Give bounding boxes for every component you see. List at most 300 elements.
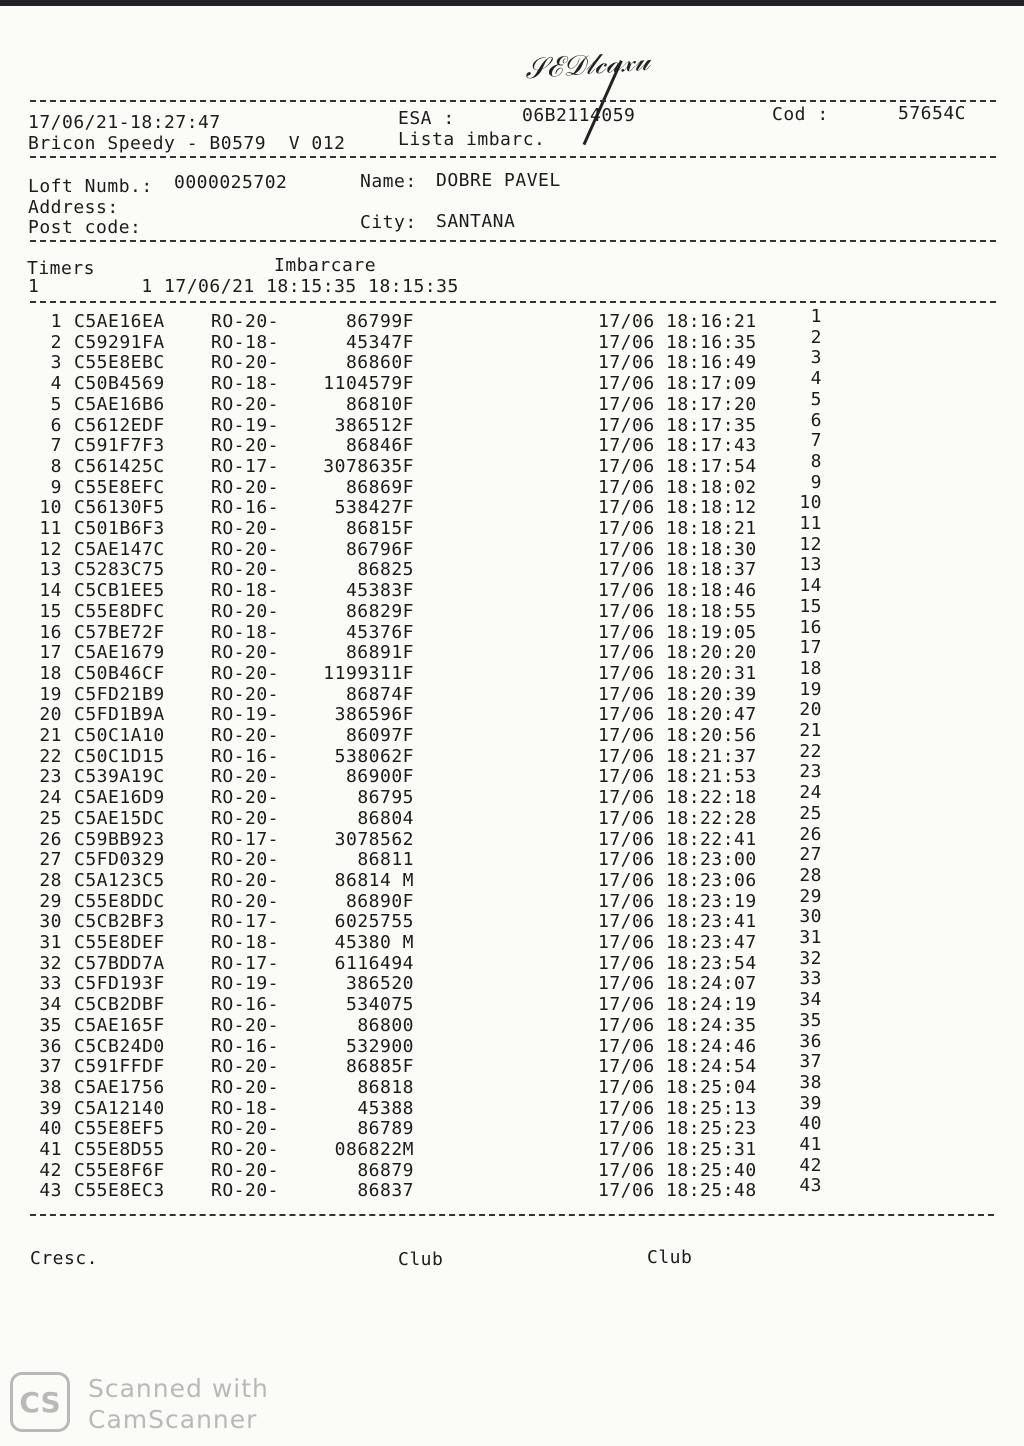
chip-id: C539A19C	[74, 766, 165, 788]
table-row	[0, 430, 1024, 457]
rank: 20	[799, 699, 822, 721]
table-row	[0, 1113, 1024, 1140]
table-row	[0, 533, 1024, 561]
rank: 23	[799, 761, 822, 783]
ring-prefix: RO-17-	[211, 911, 280, 933]
ring-number: 86795	[357, 787, 414, 809]
ring-number: 86825	[357, 559, 414, 581]
chip-id: C501B6F3	[74, 518, 165, 539]
ring-prefix: RO-20-	[211, 1139, 280, 1160]
arrival-date: 17/06	[598, 787, 655, 809]
ring-number: 6025755	[334, 911, 414, 933]
ring-prefix: RO-20-	[211, 311, 280, 332]
table-row	[0, 989, 1024, 1016]
row-number: 11	[39, 518, 62, 539]
row-number: 1	[50, 311, 62, 332]
rank: 37	[799, 1051, 822, 1073]
row-number: 16	[39, 621, 62, 643]
table-row	[0, 326, 1024, 354]
chip-id: C50B46CF	[74, 662, 165, 684]
ring-number: 538427F	[334, 497, 414, 519]
arrival-time: 18:23:54	[666, 952, 757, 974]
table-row	[0, 906, 1024, 933]
arrival-datetime	[598, 974, 757, 994]
row-number: 14	[39, 580, 62, 602]
timer-line: 1 1 17/06/21 18:15:35 18:15:35	[28, 276, 459, 297]
ring-number: 86811	[357, 849, 414, 871]
timers-title: Timers	[27, 258, 96, 279]
ring-prefix: RO-20-	[211, 787, 280, 809]
arrival-date: 17/06	[598, 1035, 655, 1057]
arrival-datetime	[598, 726, 757, 746]
table-row	[0, 1051, 1024, 1078]
arrival-date: 17/06	[598, 994, 655, 1016]
row-number: 2	[50, 331, 62, 353]
chip-id: C55E8EFC	[74, 476, 165, 498]
arrival-time: 18:22:28	[666, 807, 757, 829]
chip-id: C561425C	[74, 455, 165, 477]
chip-id: C50C1A10	[74, 725, 165, 746]
ring-number: 86804	[357, 807, 414, 829]
arrival-datetime	[598, 1140, 757, 1160]
table-row	[0, 968, 1024, 995]
arrival-date: 17/06	[598, 476, 655, 498]
rank: 8	[810, 450, 822, 472]
list-title: Lista imbarc.	[398, 129, 546, 150]
ring-number: 538062F	[334, 745, 414, 767]
ring-number: 3078635F	[323, 455, 414, 477]
row-number: 6	[50, 414, 62, 436]
handwritten-signature: 𝒮ℰ𝒟𝓁𝒸𝒶𝓍𝓊	[523, 43, 651, 86]
rank: 26	[799, 823, 822, 845]
ring-prefix: RO-18-	[211, 932, 280, 953]
rank: 13	[799, 554, 822, 576]
table-row	[0, 927, 1024, 954]
ring-number: 386512F	[334, 414, 414, 436]
chip-id: C5CB2BF3	[74, 911, 165, 933]
arrival-datetime	[598, 685, 757, 705]
table-row	[0, 864, 1024, 892]
arrival-datetime	[598, 353, 757, 373]
table-row	[0, 616, 1024, 644]
table-row	[0, 761, 1024, 788]
arrival-time: 18:18:55	[666, 600, 757, 622]
ring-number: 45376F	[345, 621, 414, 643]
city-value: SANTANA	[436, 211, 516, 232]
row-number: 24	[39, 787, 62, 809]
arrival-time: 18:18:30	[666, 538, 757, 560]
table-row	[0, 885, 1024, 913]
rank: 39	[799, 1092, 822, 1114]
ring-prefix: RO-17-	[211, 828, 280, 850]
arrival-time: 18:25:40	[666, 1159, 757, 1181]
arrival-datetime	[598, 312, 757, 332]
arrival-time: 18:24:54	[666, 1056, 757, 1078]
cod-value: 57654C	[898, 103, 967, 124]
ring-prefix: RO-17-	[211, 455, 280, 477]
rank: 6	[810, 409, 822, 431]
ring-number: 534075	[345, 994, 414, 1016]
arrival-time: 18:16:21	[666, 311, 757, 332]
arrival-time: 18:16:35	[666, 331, 757, 353]
row-number: 42	[39, 1159, 62, 1181]
arrival-datetime	[598, 1181, 757, 1201]
rank: 24	[799, 782, 822, 804]
row-number: 38	[39, 1076, 62, 1098]
arrival-time: 18:17:09	[666, 373, 757, 395]
chip-id: C5AE1679	[74, 642, 165, 664]
arrival-datetime	[598, 871, 757, 891]
arrival-date: 17/06	[598, 766, 655, 788]
report-datetime: 17/06/21-18:27:47	[28, 112, 221, 133]
arrival-date: 17/06	[598, 1118, 655, 1140]
table-row	[0, 740, 1024, 768]
arrival-datetime	[598, 830, 757, 850]
arrival-date: 17/06	[598, 311, 655, 332]
row-number: 18	[39, 662, 62, 684]
arrival-datetime	[598, 954, 757, 974]
chip-id: C5AE165F	[74, 1014, 165, 1036]
rank: 42	[799, 1154, 822, 1176]
table-row	[0, 1134, 1024, 1161]
arrival-date: 17/06	[598, 932, 655, 953]
row-number: 22	[39, 745, 62, 767]
rank: 38	[799, 1071, 822, 1093]
rank: 22	[799, 740, 822, 762]
arrival-datetime	[598, 643, 757, 663]
rank: 34	[799, 989, 822, 1011]
row-number: 17	[39, 642, 62, 664]
city-label: City:	[360, 212, 417, 233]
ring-number: 86818	[357, 1076, 414, 1098]
ring-prefix: RO-18-	[211, 621, 280, 643]
ring-prefix: RO-20-	[211, 662, 280, 684]
arrival-date: 17/06	[598, 373, 655, 395]
ring-number: 86846F	[345, 435, 414, 457]
chip-id: C5FD1B9A	[74, 704, 165, 726]
arrival-time: 18:24:07	[666, 973, 757, 995]
arrival-date: 17/06	[598, 352, 655, 374]
loft-number-label: Loft Numb.:	[28, 176, 153, 197]
chip-id: C5AE16B6	[74, 393, 165, 415]
arrival-date: 17/06	[598, 1056, 655, 1078]
ring-number: 386596F	[334, 704, 414, 726]
arrival-date: 17/06	[598, 683, 655, 705]
camscanner-logo-icon: CS	[10, 1372, 70, 1432]
arrival-datetime	[598, 1099, 757, 1119]
ring-number: 86800	[357, 1014, 414, 1036]
chip-id: C55E8F6F	[74, 1159, 165, 1181]
watermark-line-1: Scanned with	[88, 1374, 269, 1403]
arrival-datetime	[598, 478, 757, 498]
ring-prefix: RO-20-	[211, 600, 280, 622]
chip-id: C59BB923	[74, 828, 165, 850]
arrival-datetime	[598, 416, 757, 436]
ring-prefix: RO-20-	[211, 538, 280, 560]
arrival-date: 17/06	[598, 642, 655, 664]
arrival-datetime	[598, 540, 757, 560]
rank: 21	[799, 720, 822, 741]
chip-id: C5AE16D9	[74, 787, 165, 809]
arrival-date: 17/06	[598, 662, 655, 684]
row-number: 29	[39, 890, 62, 912]
row-number: 36	[39, 1035, 62, 1057]
table-row	[0, 347, 1024, 374]
arrival-datetime	[598, 1119, 757, 1139]
ring-number: 86097F	[345, 725, 414, 746]
table-row	[0, 1092, 1024, 1120]
row-number: 28	[39, 869, 62, 891]
table-row	[0, 637, 1024, 664]
arrival-time: 18:18:12	[666, 497, 757, 519]
arrival-time: 18:20:39	[666, 683, 757, 705]
row-number: 20	[39, 704, 62, 726]
row-number: 37	[39, 1056, 62, 1078]
arrival-datetime	[598, 519, 757, 539]
ring-prefix: RO-18-	[211, 580, 280, 602]
table-row	[0, 1175, 1024, 1202]
ring-number: 386520	[345, 973, 414, 995]
arrival-time: 18:23:00	[666, 849, 757, 871]
table-row	[0, 1154, 1024, 1182]
arrival-date: 17/06	[598, 455, 655, 477]
chip-id: C55E8EBC	[74, 352, 165, 374]
rank: 30	[799, 906, 822, 928]
ring-prefix: RO-20-	[211, 1118, 280, 1140]
row-number: 31	[39, 932, 62, 953]
ring-number: 86810F	[345, 393, 414, 415]
ring-prefix: RO-20-	[211, 476, 280, 498]
arrival-date: 17/06	[598, 414, 655, 436]
arrival-date: 17/06	[598, 952, 655, 974]
table-row	[0, 1030, 1024, 1058]
name-label: Name:	[360, 171, 417, 192]
ring-number: 86799F	[345, 311, 414, 332]
ring-prefix: RO-16-	[211, 497, 280, 519]
arrival-time: 18:25:23	[666, 1118, 757, 1140]
arrival-time: 18:23:41	[666, 911, 757, 933]
rank: 4	[810, 368, 822, 390]
chip-id: C50C1D15	[74, 745, 165, 767]
chip-id: C59291FA	[74, 331, 165, 353]
ring-prefix: RO-20-	[211, 869, 280, 891]
rank: 10	[799, 492, 822, 514]
arrival-time: 18:21:37	[666, 745, 757, 767]
ring-prefix: RO-17-	[211, 952, 280, 974]
rank: 36	[799, 1030, 822, 1052]
arrival-datetime	[598, 498, 757, 518]
ring-prefix: RO-20-	[211, 559, 280, 581]
ring-number: 86789	[357, 1118, 414, 1140]
row-number: 4	[50, 373, 62, 395]
arrival-date: 17/06	[598, 1076, 655, 1098]
arrival-date: 17/06	[598, 828, 655, 850]
ring-prefix: RO-19-	[211, 973, 280, 995]
arrival-datetime	[598, 933, 757, 953]
ring-number: 1199311F	[323, 662, 414, 684]
chip-id: C50B4569	[74, 373, 165, 395]
rank: 35	[799, 1009, 822, 1031]
ring-number: 86815F	[345, 518, 414, 539]
arrival-datetime	[598, 581, 757, 601]
table-row	[0, 657, 1024, 685]
arrival-datetime	[598, 747, 757, 767]
arrival-time: 18:18:21	[666, 518, 757, 539]
rank: 5	[810, 388, 822, 410]
watermark-line-2: CamScanner	[88, 1405, 258, 1434]
arrival-datetime	[598, 560, 757, 580]
arrival-date: 17/06	[598, 1159, 655, 1181]
arrival-time: 18:24:19	[666, 994, 757, 1016]
arrival-datetime	[598, 809, 757, 829]
arrival-date: 17/06	[598, 580, 655, 602]
row-number: 7	[50, 435, 62, 457]
arrival-datetime	[598, 1161, 757, 1181]
chip-id: C55E8EF5	[74, 1118, 165, 1140]
arrival-datetime	[598, 995, 757, 1015]
chip-id: C5CB24D0	[74, 1035, 165, 1057]
ring-prefix: RO-20-	[211, 1159, 280, 1181]
arrival-time: 18:25:04	[666, 1076, 757, 1098]
arrival-datetime	[598, 850, 757, 870]
arrival-time: 18:22:18	[666, 787, 757, 809]
arrival-date: 17/06	[598, 600, 655, 622]
chip-id: C5AE16EA	[74, 311, 165, 332]
table-row	[0, 554, 1024, 581]
arrival-datetime	[598, 1016, 757, 1036]
ring-number: 86891F	[345, 642, 414, 664]
ring-number: 86860F	[345, 352, 414, 374]
chip-id: C591FFDF	[74, 1056, 165, 1078]
arrival-datetime	[598, 767, 757, 787]
arrival-time: 18:20:31	[666, 662, 757, 684]
arrival-date: 17/06	[598, 745, 655, 767]
ring-number: 86900F	[345, 766, 414, 788]
arrival-time: 18:18:02	[666, 476, 757, 498]
arrival-datetime	[598, 1078, 757, 1098]
arrival-datetime	[598, 395, 757, 415]
table-row	[0, 595, 1024, 623]
arrival-datetime	[598, 602, 757, 622]
arrival-date: 17/06	[598, 621, 655, 643]
row-number: 23	[39, 766, 62, 788]
arrival-time: 18:21:53	[666, 766, 757, 788]
arrival-datetime	[598, 912, 757, 932]
ring-number: 6116494	[334, 952, 414, 974]
rank: 28	[799, 864, 822, 886]
ring-prefix: RO-20-	[211, 849, 280, 871]
ring-number: 1104579F	[323, 373, 414, 395]
arrival-datetime	[598, 892, 757, 912]
arrival-date: 17/06	[598, 911, 655, 933]
chip-id: C5FD0329	[74, 849, 165, 871]
arrival-date: 17/06	[598, 807, 655, 829]
ring-number: 86796F	[345, 538, 414, 560]
table-row	[0, 720, 1024, 747]
row-number: 12	[39, 538, 62, 560]
chip-id: C55E8D55	[74, 1139, 165, 1160]
row-number: 27	[39, 849, 62, 871]
row-number: 41	[39, 1139, 62, 1160]
chip-id: C5FD21B9	[74, 683, 165, 705]
table-row	[0, 492, 1024, 519]
arrival-datetime	[598, 374, 757, 394]
ring-number: 45383F	[345, 580, 414, 602]
ring-prefix: RO-16-	[211, 1035, 280, 1057]
row-number: 40	[39, 1118, 62, 1140]
arrival-date: 17/06	[598, 1139, 655, 1160]
cresc-label: Cresc.	[30, 1248, 99, 1269]
chip-id: C56130F5	[74, 497, 165, 519]
table-row	[0, 306, 1024, 333]
device-info: Bricon Speedy - B0579 V 012	[28, 133, 346, 154]
table-row	[0, 802, 1024, 830]
rank: 7	[810, 430, 822, 452]
rank: 15	[799, 595, 822, 617]
ring-number: 45388	[357, 1097, 414, 1119]
ring-prefix: RO-19-	[211, 704, 280, 726]
arrival-time: 18:24:35	[666, 1014, 757, 1036]
rank: 41	[799, 1134, 822, 1155]
arrival-date: 17/06	[598, 973, 655, 995]
ring-number: 86869F	[345, 476, 414, 498]
table-row	[0, 409, 1024, 437]
arrival-time: 18:25:13	[666, 1097, 757, 1119]
table-row	[0, 471, 1024, 499]
row-number: 43	[39, 1180, 62, 1202]
ring-prefix: RO-20-	[211, 1014, 280, 1036]
ring-prefix: RO-16-	[211, 745, 280, 767]
ring-number: 45380 M	[334, 932, 414, 953]
arrival-time: 18:23:19	[666, 890, 757, 912]
row-number: 9	[50, 476, 62, 498]
address-label: Address:	[28, 197, 119, 218]
arrival-time: 18:17:43	[666, 435, 757, 457]
table-row	[0, 844, 1024, 871]
table-row	[0, 699, 1024, 726]
chip-id: C55E8EC3	[74, 1180, 165, 1202]
ring-prefix: RO-20-	[211, 393, 280, 415]
loft-number-value: 0000025702	[174, 172, 288, 193]
row-number: 33	[39, 973, 62, 995]
separator-2	[30, 156, 996, 158]
rank: 33	[799, 968, 822, 990]
esa-label: ESA :	[398, 108, 455, 129]
chip-id: C5AE1756	[74, 1076, 165, 1098]
chip-id: C5612EDF	[74, 414, 165, 436]
arrival-date: 17/06	[598, 559, 655, 581]
arrival-date: 17/06	[598, 1014, 655, 1036]
arrival-time: 18:20:47	[666, 704, 757, 726]
arrival-time: 18:23:06	[666, 869, 757, 891]
ring-number: 45347F	[345, 331, 414, 353]
row-number: 5	[50, 393, 62, 415]
ring-number: 86885F	[345, 1056, 414, 1078]
row-number: 26	[39, 828, 62, 850]
chip-id: C5A12140	[74, 1097, 165, 1119]
ring-prefix: RO-20-	[211, 518, 280, 539]
chip-id: C55E8DEF	[74, 932, 165, 953]
club-label-1: Club	[398, 1249, 444, 1270]
arrival-time: 18:25:31	[666, 1139, 757, 1160]
arrival-time: 18:20:20	[666, 642, 757, 664]
rank: 29	[799, 885, 822, 907]
arrival-date: 17/06	[598, 869, 655, 891]
ring-prefix: RO-16-	[211, 994, 280, 1016]
separator-3	[30, 240, 996, 242]
chip-id: C5AE15DC	[74, 807, 165, 829]
row-number: 35	[39, 1014, 62, 1036]
